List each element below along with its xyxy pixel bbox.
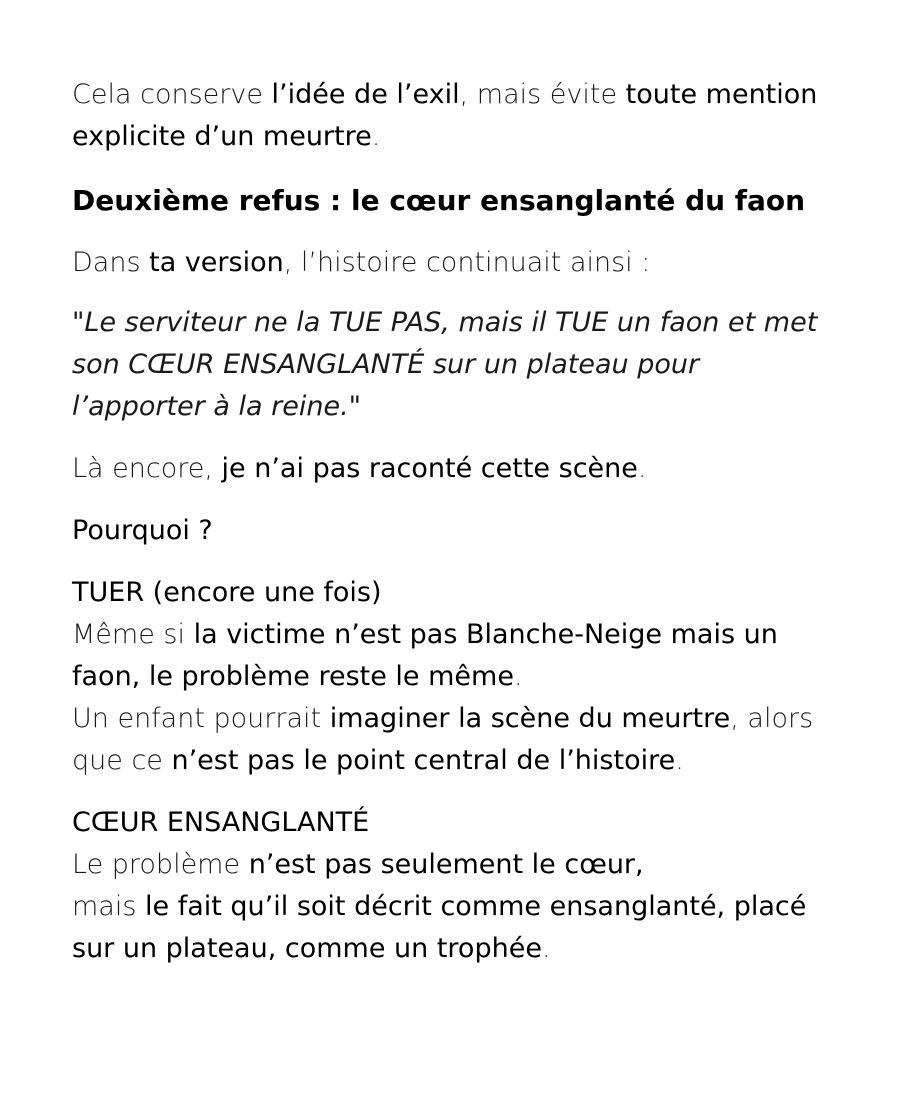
emphasis-text: l’idée de l’exil [271,79,460,110]
text-run: , l’histoire continuait ainsi : [283,247,651,278]
emphasis-text: toute mention explicite d’un meurtre [72,79,818,152]
subsection-title-kill: TUER (encore une fois) [72,577,382,608]
emphasis-text: le fait qu’il soit décrit comme ensanglanté, placé sur un plateau, comme un trophée [72,891,807,964]
quote-block: "Le serviteur ne la TUE PAS, mais il TUE un faon et met son CŒUR ENSANGLANTÉ sur un plateau pour l’apporter à la reine." [72,307,818,422]
heart-line-2 [72,886,830,970]
emphasis-text: ta version [149,247,284,278]
text-run: . [675,745,684,776]
text-run: . [637,453,647,484]
kill-line-1 [72,614,830,698]
text-run: , alors que ce [72,703,814,776]
section-bloody-heart [72,802,830,970]
section-kill [72,572,830,782]
paragraph-why: Pourquoi ? [72,515,213,546]
text-run: Le problème [72,849,249,880]
text-run: Cela conserve [72,79,272,110]
text-run: , mais évite [459,79,626,110]
section-heading: Deuxième refus : le cœur ensanglanté du faon [72,184,806,217]
paragraph-exile [72,74,830,158]
text-run: . [541,933,551,964]
text-run: Là encore, [72,453,222,484]
kill-line-2 [72,698,830,782]
text-run: Même si [72,619,194,650]
text-run: mais [72,891,145,922]
paragraph-not-told [72,448,830,490]
emphasis-text: n’est pas seulement le cœur, [248,849,644,880]
text-run: . [371,121,381,152]
emphasis-text: imaginer la scène du meurtre [329,703,731,734]
text-run: . [513,661,523,692]
text-run: Un enfant pourrait [72,703,330,734]
heart-line-1 [72,844,830,886]
subsection-title-heart: CŒUR ENSANGLANTÉ [72,807,370,838]
text-run: Dans [72,247,150,278]
emphasis-text: n’est pas le point central de l’histoire [171,745,676,776]
emphasis-text: la victime n’est pas Blanche-Neige mais un faon, le problème reste le même [72,619,778,692]
emphasis-text: je n’ai pas raconté cette scène [221,453,638,484]
paragraph-intro [72,242,830,284]
